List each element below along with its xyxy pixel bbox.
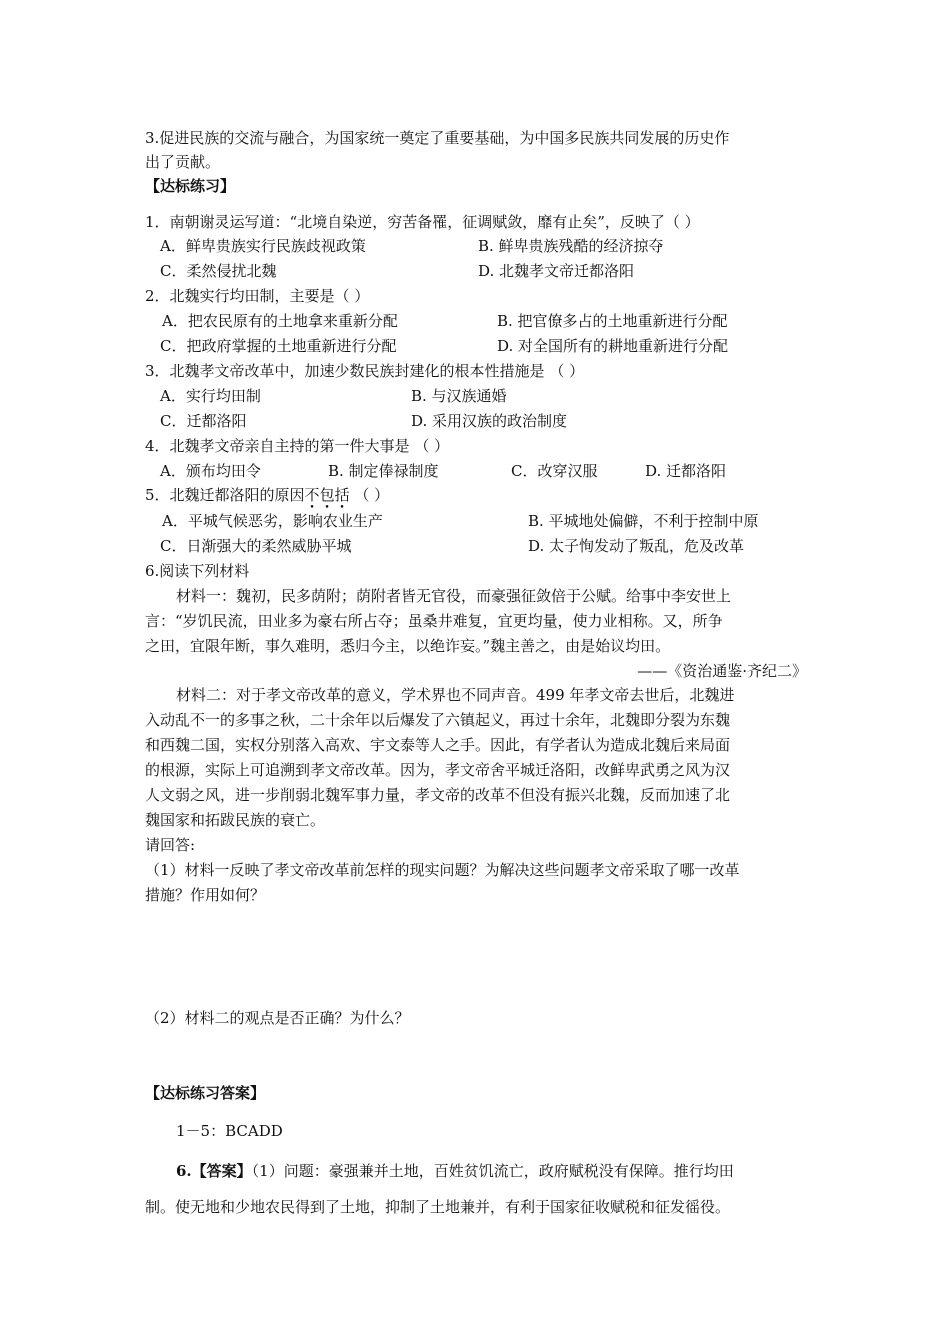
q3-option-c: C．迁都洛阳 xyxy=(160,412,247,430)
q6-ask: 请回答: xyxy=(145,836,196,854)
q6-material1-line-1: 材料一：魏初，民多荫附；荫附者皆无官役，而豪强征敛倍于公赋。给事中李安世上 xyxy=(176,587,732,605)
q3-option-a: A．实行均田制 xyxy=(160,387,261,405)
q5-option-b: B. 平城地处偏僻，不利于控制中原 xyxy=(528,512,759,530)
intro-line-1: 3.促进民族的交流与融合，为国家统一奠定了重要基础，为中国多民族共同发展的历史作 xyxy=(145,129,730,147)
q5-stem xyxy=(145,485,389,505)
q6-material1-source: ——《资治通鉴·齐纪二》 xyxy=(637,662,807,680)
answer-6-line-1 xyxy=(176,1161,734,1181)
answer-6-line-2: 制。使无地和少地农民得到了土地，抑制了土地兼并，有利于国家征收赋税和征发徭役。 xyxy=(145,1198,731,1216)
q6-material1-line-2: 言：“岁饥民流，田业多为豪右所占夺；虽桑井难复，宜更均量，使力业相称。又，所争 xyxy=(145,612,723,630)
q4-option-d: D. 迁都洛阳 xyxy=(645,462,727,480)
q6-sub2: （2）材料二的观点是否正确？为什么？ xyxy=(145,1009,410,1027)
answers-multiple-choice: 1－5：BCADD xyxy=(176,1122,283,1140)
q5-option-a: A．平城气候恶劣，影响农业生产 xyxy=(162,512,383,530)
q6-material2-line-3: 和西魏二国，实权分别落入高欢、宇文泰等人之手。因此，有学者认为造成北魏后来局面 xyxy=(145,736,731,754)
q6-material2-line-5: 人文弱之风，进一步削弱北魏军事力量，孝文帝的改革不但没有振兴北魏，反而加速了北 xyxy=(145,786,731,804)
q6-sub1-line-1: （1）材料一反映了孝文帝改革前怎样的现实问题？为解决这些问题孝文帝采取了哪一改革 xyxy=(145,861,740,879)
q1-option-d: D. 北魏孝文帝迁都洛阳 xyxy=(478,262,635,280)
q2-option-a: A．把农民原有的土地拿来重新分配 xyxy=(162,312,398,330)
q5-option-d: D. 太子恂发动了叛乱，危及改革 xyxy=(528,537,745,555)
answer-6-label: 6.【答案】 xyxy=(176,1162,252,1180)
q5-stem-pre: 5．北魏迁都洛阳的原因 xyxy=(145,486,305,504)
q4-stem: 4．北魏孝文帝亲自主持的第一件大事是 （ ） xyxy=(145,437,450,455)
answer-6-text-1: （1）问题：豪强兼并土地，百姓贫饥流亡，政府赋税没有保障。推行均田 xyxy=(251,1162,734,1180)
q1-option-a: A．鲜卑贵族实行民族歧视政策 xyxy=(160,237,366,255)
q2-stem: 2．北魏实行均田制，主要是（ ） xyxy=(145,287,370,305)
q6-material1-line-3: 之田，宜限年断，事久难明，悉归今主，以绝诈妄。”魏主善之，由是始议均田。 xyxy=(145,637,671,655)
q3-option-d: D. 采用汉族的政治制度 xyxy=(411,412,568,430)
answers-header: 【达标练习答案】 xyxy=(145,1084,266,1102)
q6-sub1-line-2: 措施？作用如何？ xyxy=(145,886,266,904)
intro-line-2: 出了贡献。 xyxy=(145,153,221,171)
q6-material2-line-1: 材料二：对于孝文帝改革的意义，学术界也不同声音。499 年孝文帝去世后，北魏进 xyxy=(176,686,735,704)
q1-option-b: B. 鲜卑贵族残酷的经济掠夺 xyxy=(478,237,664,255)
q4-option-b: B. 制定俸禄制度 xyxy=(328,462,439,480)
q5-stem-post: （ ） xyxy=(349,486,390,504)
q6-stem: 6.阅读下列材料 xyxy=(145,562,250,580)
q6-material2-line-2: 入动乱不一的多事之秋，二十余年以后爆发了六镇起义，再过十余年，北魏即分裂为东魏 xyxy=(145,711,731,729)
q2-option-b: B. 把官僚多占的土地重新进行分配 xyxy=(497,312,728,330)
q5-emphasis-char-3: 括 xyxy=(334,486,350,504)
q2-option-c: C．把政府掌握的土地重新进行分配 xyxy=(160,337,397,355)
q4-option-a: A．颁布均田令 xyxy=(160,462,261,480)
q6-material2-line-6: 魏国家和拓跋民族的衰亡。 xyxy=(145,811,326,829)
q6-material2-line-4: 的根源，实际上可追溯到孝文帝改革。因为，孝文帝舍平城迁洛阳，改鲜卑武勇之风为汉 xyxy=(145,761,731,779)
q4-option-c: C．改穿汉服 xyxy=(511,462,598,480)
q1-option-c: C．柔然侵扰北魏 xyxy=(160,262,277,280)
q2-option-d: D. 对全国所有的耕地重新进行分配 xyxy=(497,337,729,355)
q5-emphasis-char-1: 不 xyxy=(304,486,320,504)
practice-header: 【达标练习】 xyxy=(145,177,236,195)
q5-option-c: C．日渐强大的柔然威胁平城 xyxy=(160,537,352,555)
q3-stem: 3．北魏孝文帝改革中，加速少数民族封建化的根本性措施是 （ ） xyxy=(145,362,585,380)
q3-option-b: B. 与汉族通婚 xyxy=(411,387,507,405)
q1-stem: 1．南朝谢灵运写道：“北境自染逆，穷苦备罹，征调赋敛，靡有止矣”，反映了（ ） xyxy=(145,213,700,231)
q5-emphasis-char-2: 包 xyxy=(319,486,335,504)
